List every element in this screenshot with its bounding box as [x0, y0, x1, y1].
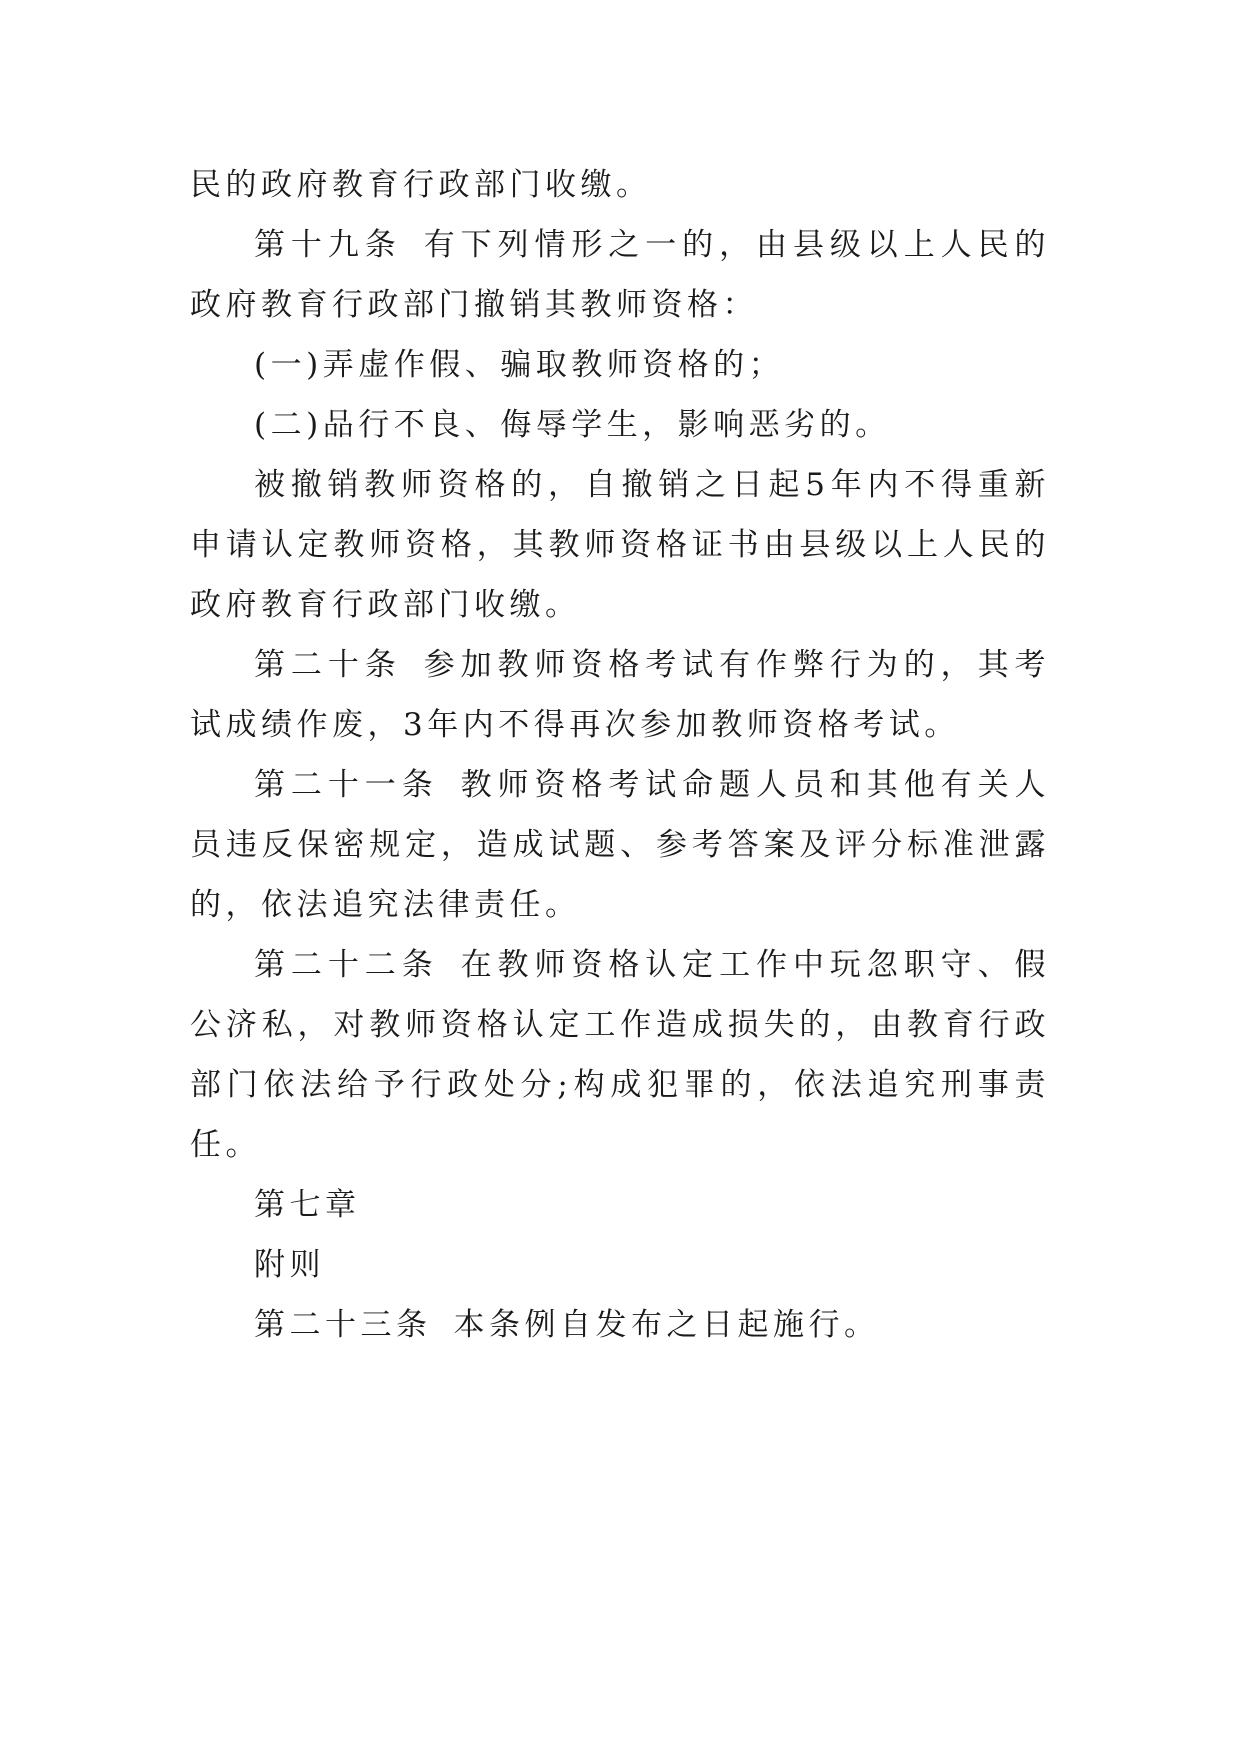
paragraph-text: 民的政府教育行政部门收缴。 — [190, 167, 652, 203]
article-text: 参加教师资格考试有作弊行为的，其考试成绩作废，3年内不得再次参加教师资格考试。 — [190, 647, 1051, 743]
paragraph-revocation — [190, 455, 1050, 635]
list-item-1 — [190, 335, 1050, 395]
article-number: 第二十二条 — [254, 947, 439, 983]
article-text: 有下列情形之一的，由县级以上人民的政府教育行政部门撤销其教师资格： — [190, 227, 1051, 323]
article-23 — [190, 1295, 1050, 1355]
list-item-2 — [190, 395, 1050, 455]
article-number: 第二十条 — [254, 647, 402, 683]
article-text: 在教师资格认定工作中玩忽职守、假公济私，对教师资格认定工作造成损失的，由教育行政部门依法给予行政处分;构成犯罪的，依法追究刑事责任。 — [190, 947, 1050, 1163]
paragraph-continuation — [190, 155, 1050, 215]
article-22 — [190, 935, 1050, 1175]
article-text: 本条例自发布之日起施行。 — [453, 1307, 880, 1343]
paragraph-text: 被撤销教师资格的，自撤销之日起5年内不得重新申请认定教师资格，其教师资格证书由县级以上人民的政府教育行政部门收缴。 — [190, 467, 1050, 623]
chapter-title: 第七章 — [254, 1187, 361, 1223]
article-number: 第二十三条 — [254, 1307, 432, 1343]
section-title: 附则 — [254, 1247, 325, 1283]
article-number: 第二十一条 — [254, 767, 439, 803]
list-item-text: (二)品行不良、侮辱学生，影响恶劣的。 — [254, 407, 891, 443]
article-20 — [190, 635, 1050, 755]
article-text: 教师资格考试命题人员和其他有关人员违反保密规定，造成试题、参考答案及评分标准泄露的，依法追究法律责任。 — [190, 767, 1050, 923]
chapter-heading — [190, 1175, 1050, 1235]
list-item-text: (一)弄虚作假、骗取教师资格的； — [254, 347, 785, 383]
article-19 — [190, 215, 1050, 335]
article-number: 第十九条 — [254, 227, 402, 263]
section-heading — [190, 1235, 1050, 1295]
article-21 — [190, 755, 1050, 935]
document-body — [190, 155, 1050, 1355]
